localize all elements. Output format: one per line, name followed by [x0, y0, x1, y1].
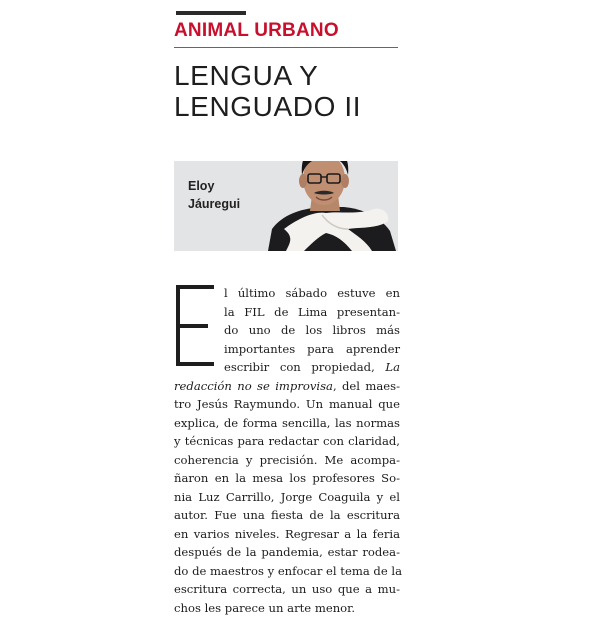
article-line: do uno de los libros más: [224, 323, 400, 337]
headline-line-2: LENGUADO II: [174, 91, 362, 122]
headline-line-1: LENGUA Y: [174, 60, 319, 91]
article-body: [174, 284, 403, 617]
article-line: explica, de forma sencilla, las normas: [174, 415, 400, 430]
article-line: chos les parece un arte menor.: [174, 600, 356, 615]
article-line-text: escribir con propiedad,: [224, 360, 375, 374]
headline: [174, 60, 400, 122]
author-photo: [260, 161, 398, 251]
article-line: autor. Fue una fiesta de la escritura: [174, 508, 400, 522]
article-line: do de maestros y enfocar el tema de la: [174, 563, 403, 578]
article-line: y técnicas para redactar con claridad,: [174, 434, 400, 448]
article-line: la FIL de Lima presentan-: [224, 304, 400, 319]
article-line: nia Luz Carrillo, Jorge Coaguila y el: [174, 489, 400, 504]
book-title: redacción no se improvisa: [174, 378, 333, 393]
section-label: ANIMAL URBANO: [174, 20, 339, 41]
author-first-name: Eloy: [188, 179, 215, 193]
article-line: en varios niveles. Regresar a la feria: [174, 526, 400, 541]
section-divider: [174, 47, 398, 48]
article-line: coherencia y precisión. Me acompa-: [174, 452, 400, 467]
article-line: l último sábado estuve en: [224, 286, 400, 300]
author-last-name: Jáuregui: [188, 197, 241, 211]
article-line: tro Jesús Raymundo. Un manual que: [174, 397, 400, 411]
author-name: [188, 177, 240, 213]
author-box: [174, 161, 398, 251]
article-line: ñaron en la mesa los profesores So-: [174, 471, 400, 485]
dropcap-letter: [174, 285, 216, 366]
article-line: escritura correcta, un uso que a mu-: [174, 582, 400, 596]
top-rule: [176, 11, 246, 15]
article-line-text: , del maes-: [332, 378, 400, 393]
article-line: después de la pandemia, estar rodea-: [174, 545, 400, 559]
article-line: importantes para aprender: [224, 341, 400, 356]
article-line: [174, 377, 400, 396]
book-title-start: La: [385, 360, 400, 374]
